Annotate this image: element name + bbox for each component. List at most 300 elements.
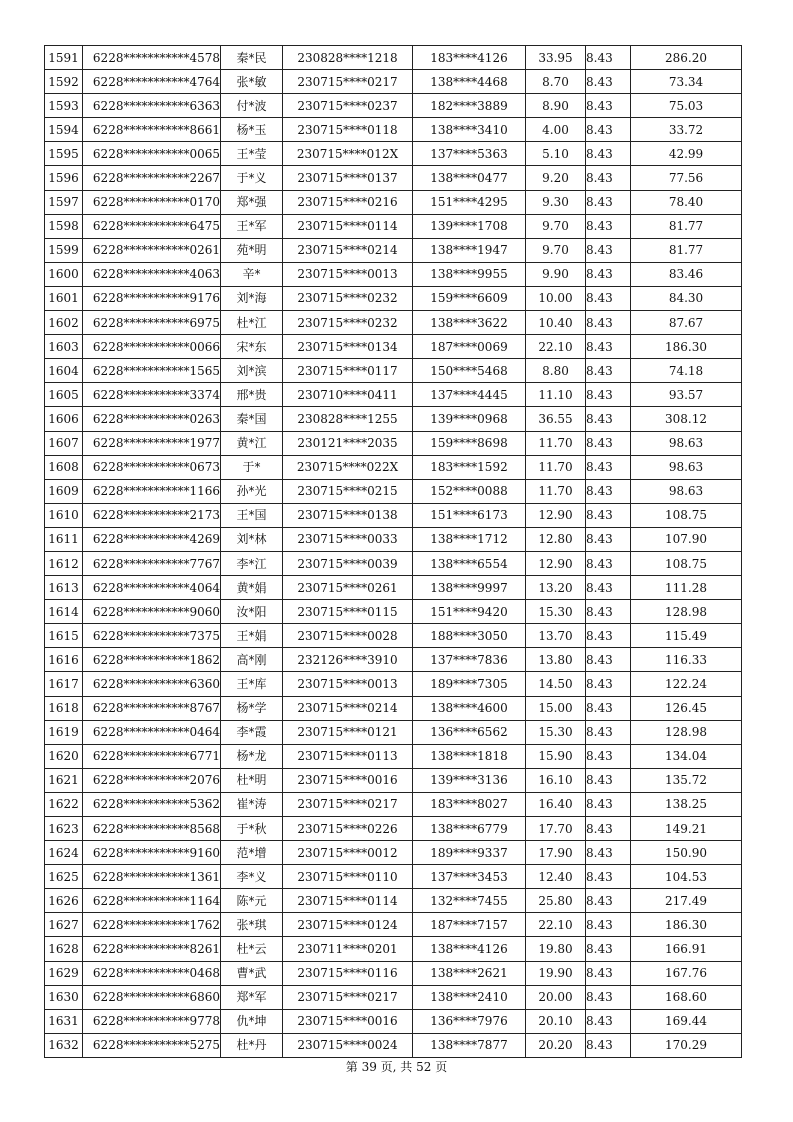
cell-area: 11.70	[526, 479, 586, 503]
table-row	[45, 624, 742, 648]
cell-row-number: 1604	[45, 359, 83, 383]
cell-card-number: 6228***********7375	[83, 624, 221, 648]
table-row	[45, 865, 742, 889]
cell-rate: 8.43	[586, 431, 631, 455]
cell-phone: 139****3136	[413, 768, 526, 792]
cell-id-number: 230715****0116	[283, 961, 413, 985]
cell-area: 8.70	[526, 70, 586, 94]
cell-rate: 8.43	[586, 865, 631, 889]
page-footer: 第 39 页, 共 52 页	[345, 1060, 448, 1074]
cell-name: 苑*明	[221, 238, 283, 262]
cell-row-number: 1614	[45, 600, 83, 624]
cell-rate: 8.43	[586, 551, 631, 575]
cell-id-number: 230715****022X	[283, 455, 413, 479]
cell-area: 11.70	[526, 431, 586, 455]
cell-amount: 166.91	[631, 937, 742, 961]
cell-card-number: 6228***********4764	[83, 70, 221, 94]
cell-phone: 187****7157	[413, 913, 526, 937]
cell-card-number: 6228***********0261	[83, 238, 221, 262]
cell-amount: 111.28	[631, 576, 742, 600]
cell-rate: 8.43	[586, 817, 631, 841]
cell-card-number: 6228***********9060	[83, 600, 221, 624]
cell-amount: 286.20	[631, 46, 742, 70]
cell-amount: 128.98	[631, 720, 742, 744]
cell-area: 16.40	[526, 792, 586, 816]
cell-name: 汝*阳	[221, 600, 283, 624]
cell-area: 19.90	[526, 961, 586, 985]
cell-phone: 139****1708	[413, 214, 526, 238]
cell-name: 王*国	[221, 503, 283, 527]
cell-row-number: 1610	[45, 503, 83, 527]
cell-rate: 8.43	[586, 118, 631, 142]
table-row	[45, 648, 742, 672]
cell-area: 11.10	[526, 383, 586, 407]
cell-id-number: 230715****0261	[283, 576, 413, 600]
cell-name: 崔*涛	[221, 792, 283, 816]
cell-card-number: 6228***********8568	[83, 817, 221, 841]
cell-card-number: 6228***********8767	[83, 696, 221, 720]
cell-id-number: 230715****0113	[283, 744, 413, 768]
cell-row-number: 1606	[45, 407, 83, 431]
cell-row-number: 1607	[45, 431, 83, 455]
cell-amount: 186.30	[631, 913, 742, 937]
cell-area: 17.70	[526, 817, 586, 841]
cell-phone: 136****6562	[413, 720, 526, 744]
cell-card-number: 6228***********0065	[83, 142, 221, 166]
cell-name: 郑*军	[221, 985, 283, 1009]
cell-rate: 8.43	[586, 672, 631, 696]
table-row	[45, 286, 742, 310]
cell-area: 15.00	[526, 696, 586, 720]
cell-area: 10.00	[526, 286, 586, 310]
table-row	[45, 407, 742, 431]
cell-id-number: 230715****0016	[283, 768, 413, 792]
cell-card-number: 6228***********1862	[83, 648, 221, 672]
table-row	[45, 431, 742, 455]
cell-name: 仇*坤	[221, 1009, 283, 1033]
cell-phone: 138****1947	[413, 238, 526, 262]
cell-row-number: 1623	[45, 817, 83, 841]
cell-rate: 8.43	[586, 720, 631, 744]
cell-id-number: 230715****0217	[283, 792, 413, 816]
cell-rate: 8.43	[586, 407, 631, 431]
cell-row-number: 1596	[45, 166, 83, 190]
cell-phone: 151****6173	[413, 503, 526, 527]
cell-name: 秦*民	[221, 46, 283, 70]
cell-card-number: 6228***********7767	[83, 551, 221, 575]
cell-amount: 74.18	[631, 359, 742, 383]
cell-amount: 73.34	[631, 70, 742, 94]
cell-card-number: 6228***********6975	[83, 311, 221, 335]
table-row	[45, 937, 742, 961]
cell-area: 9.70	[526, 214, 586, 238]
cell-amount: 169.44	[631, 1009, 742, 1033]
cell-amount: 78.40	[631, 190, 742, 214]
cell-amount: 107.90	[631, 527, 742, 551]
cell-card-number: 6228***********9778	[83, 1009, 221, 1033]
cell-phone: 189****9337	[413, 841, 526, 865]
cell-card-number: 6228***********0464	[83, 720, 221, 744]
cell-area: 25.80	[526, 889, 586, 913]
cell-row-number: 1591	[45, 46, 83, 70]
table-row	[45, 335, 742, 359]
cell-id-number: 230715****0033	[283, 527, 413, 551]
cell-rate: 8.43	[586, 527, 631, 551]
cell-phone: 139****0968	[413, 407, 526, 431]
cell-id-number: 230715****0028	[283, 624, 413, 648]
cell-id-number: 230715****0115	[283, 600, 413, 624]
table-row	[45, 238, 742, 262]
cell-amount: 115.49	[631, 624, 742, 648]
cell-id-number: 230711****0201	[283, 937, 413, 961]
cell-name: 曹*武	[221, 961, 283, 985]
table-row	[45, 70, 742, 94]
cell-row-number: 1613	[45, 576, 83, 600]
cell-id-number: 230715****0013	[283, 262, 413, 286]
table-row	[45, 1009, 742, 1033]
table-row	[45, 1033, 742, 1057]
cell-amount: 168.60	[631, 985, 742, 1009]
cell-name: 王*莹	[221, 142, 283, 166]
cell-rate: 8.43	[586, 792, 631, 816]
cell-card-number: 6228***********0263	[83, 407, 221, 431]
table-row	[45, 792, 742, 816]
cell-rate: 8.43	[586, 479, 631, 503]
cell-amount: 308.12	[631, 407, 742, 431]
cell-name: 杜*明	[221, 768, 283, 792]
cell-amount: 138.25	[631, 792, 742, 816]
cell-card-number: 6228***********2076	[83, 768, 221, 792]
table-row	[45, 576, 742, 600]
cell-rate: 8.43	[586, 238, 631, 262]
cell-card-number: 6228***********9160	[83, 841, 221, 865]
cell-id-number: 230715****012X	[283, 142, 413, 166]
cell-phone: 159****8698	[413, 431, 526, 455]
cell-name: 张*琪	[221, 913, 283, 937]
cell-name: 陈*元	[221, 889, 283, 913]
cell-card-number: 6228***********4269	[83, 527, 221, 551]
cell-rate: 8.43	[586, 744, 631, 768]
table-row	[45, 817, 742, 841]
cell-phone: 138****1818	[413, 744, 526, 768]
cell-id-number: 230715****0039	[283, 551, 413, 575]
cell-amount: 108.75	[631, 551, 742, 575]
cell-rate: 8.43	[586, 166, 631, 190]
cell-amount: 75.03	[631, 94, 742, 118]
cell-amount: 150.90	[631, 841, 742, 865]
cell-id-number: 230715****0138	[283, 503, 413, 527]
cell-phone: 189****7305	[413, 672, 526, 696]
cell-row-number: 1600	[45, 262, 83, 286]
cell-card-number: 6228***********0170	[83, 190, 221, 214]
cell-card-number: 6228***********6363	[83, 94, 221, 118]
cell-card-number: 6228***********1361	[83, 865, 221, 889]
cell-id-number: 230715****0217	[283, 70, 413, 94]
cell-name: 李*义	[221, 865, 283, 889]
cell-area: 36.55	[526, 407, 586, 431]
cell-card-number: 6228***********4578	[83, 46, 221, 70]
cell-id-number: 230715****0012	[283, 841, 413, 865]
cell-name: 刘*林	[221, 527, 283, 551]
cell-amount: 83.46	[631, 262, 742, 286]
cell-phone: 138****2621	[413, 961, 526, 985]
cell-amount: 81.77	[631, 214, 742, 238]
table-body	[45, 46, 742, 1058]
cell-rate: 8.43	[586, 94, 631, 118]
cell-area: 16.10	[526, 768, 586, 792]
table-row	[45, 503, 742, 527]
cell-amount: 42.99	[631, 142, 742, 166]
cell-rate: 8.43	[586, 600, 631, 624]
cell-amount: 122.24	[631, 672, 742, 696]
table-row	[45, 479, 742, 503]
table-row	[45, 551, 742, 575]
table-row	[45, 455, 742, 479]
cell-phone: 138****3410	[413, 118, 526, 142]
cell-row-number: 1629	[45, 961, 83, 985]
cell-card-number: 6228***********3374	[83, 383, 221, 407]
cell-row-number: 1593	[45, 94, 83, 118]
cell-area: 12.90	[526, 503, 586, 527]
cell-phone: 151****9420	[413, 600, 526, 624]
cell-card-number: 6228***********5362	[83, 792, 221, 816]
cell-phone: 138****2410	[413, 985, 526, 1009]
cell-row-number: 1595	[45, 142, 83, 166]
cell-card-number: 6228***********1565	[83, 359, 221, 383]
cell-card-number: 6228***********6860	[83, 985, 221, 1009]
cell-amount: 128.98	[631, 600, 742, 624]
cell-rate: 8.43	[586, 142, 631, 166]
cell-id-number: 230828****1255	[283, 407, 413, 431]
cell-amount: 98.63	[631, 455, 742, 479]
cell-phone: 183****1592	[413, 455, 526, 479]
cell-card-number: 6228***********1762	[83, 913, 221, 937]
cell-card-number: 6228***********6475	[83, 214, 221, 238]
cell-card-number: 6228***********4063	[83, 262, 221, 286]
cell-phone: 183****8027	[413, 792, 526, 816]
table-row	[45, 527, 742, 551]
cell-area: 14.50	[526, 672, 586, 696]
table-row	[45, 841, 742, 865]
cell-row-number: 1603	[45, 335, 83, 359]
cell-row-number: 1594	[45, 118, 83, 142]
cell-rate: 8.43	[586, 841, 631, 865]
table-row	[45, 359, 742, 383]
cell-area: 13.70	[526, 624, 586, 648]
cell-amount: 116.33	[631, 648, 742, 672]
cell-rate: 8.43	[586, 286, 631, 310]
cell-area: 22.10	[526, 335, 586, 359]
table-row	[45, 720, 742, 744]
cell-row-number: 1617	[45, 672, 83, 696]
cell-phone: 183****4126	[413, 46, 526, 70]
table-row	[45, 744, 742, 768]
cell-card-number: 6228***********2173	[83, 503, 221, 527]
table-row	[45, 166, 742, 190]
cell-amount: 84.30	[631, 286, 742, 310]
cell-area: 15.90	[526, 744, 586, 768]
cell-phone: 138****0477	[413, 166, 526, 190]
cell-name: 杜*江	[221, 311, 283, 335]
cell-row-number: 1624	[45, 841, 83, 865]
cell-phone: 137****7836	[413, 648, 526, 672]
cell-id-number: 230710****0411	[283, 383, 413, 407]
cell-area: 33.95	[526, 46, 586, 70]
cell-area: 15.30	[526, 720, 586, 744]
cell-area: 12.80	[526, 527, 586, 551]
cell-row-number: 1592	[45, 70, 83, 94]
cell-rate: 8.43	[586, 46, 631, 70]
cell-row-number: 1620	[45, 744, 83, 768]
cell-name: 杨*玉	[221, 118, 283, 142]
cell-name: 杨*学	[221, 696, 283, 720]
cell-rate: 8.43	[586, 576, 631, 600]
cell-phone: 152****0088	[413, 479, 526, 503]
cell-name: 李*霞	[221, 720, 283, 744]
table-row	[45, 262, 742, 286]
cell-area: 9.70	[526, 238, 586, 262]
cell-amount: 134.04	[631, 744, 742, 768]
cell-area: 12.40	[526, 865, 586, 889]
cell-phone: 138****4468	[413, 70, 526, 94]
cell-card-number: 6228***********0673	[83, 455, 221, 479]
cell-id-number: 230715****0024	[283, 1033, 413, 1057]
cell-id-number: 230715****0118	[283, 118, 413, 142]
cell-area: 12.90	[526, 551, 586, 575]
cell-name: 郑*强	[221, 190, 283, 214]
table-row	[45, 46, 742, 70]
cell-rate: 8.43	[586, 262, 631, 286]
cell-id-number: 230715****0013	[283, 672, 413, 696]
cell-area: 8.80	[526, 359, 586, 383]
cell-phone: 138****9955	[413, 262, 526, 286]
cell-name: 邢*贵	[221, 383, 283, 407]
cell-area: 8.90	[526, 94, 586, 118]
cell-row-number: 1601	[45, 286, 83, 310]
cell-name: 黄*娟	[221, 576, 283, 600]
cell-amount: 87.67	[631, 311, 742, 335]
cell-phone: 138****7877	[413, 1033, 526, 1057]
cell-rate: 8.43	[586, 624, 631, 648]
cell-area: 4.00	[526, 118, 586, 142]
cell-amount: 77.56	[631, 166, 742, 190]
table-row	[45, 985, 742, 1009]
cell-id-number: 230715****0124	[283, 913, 413, 937]
cell-id-number: 230715****0226	[283, 817, 413, 841]
cell-area: 9.20	[526, 166, 586, 190]
cell-rate: 8.43	[586, 359, 631, 383]
cell-name: 王*军	[221, 214, 283, 238]
cell-name: 秦*国	[221, 407, 283, 431]
cell-name: 杜*丹	[221, 1033, 283, 1057]
cell-id-number: 230715****0134	[283, 335, 413, 359]
table-row	[45, 118, 742, 142]
cell-card-number: 6228***********8261	[83, 937, 221, 961]
cell-area: 9.90	[526, 262, 586, 286]
cell-row-number: 1605	[45, 383, 83, 407]
cell-amount: 104.53	[631, 865, 742, 889]
cell-name: 黄*江	[221, 431, 283, 455]
cell-id-number: 230715****0232	[283, 286, 413, 310]
cell-amount: 135.72	[631, 768, 742, 792]
cell-row-number: 1602	[45, 311, 83, 335]
table-row	[45, 383, 742, 407]
cell-name: 付*波	[221, 94, 283, 118]
cell-name: 王*库	[221, 672, 283, 696]
cell-name: 杨*龙	[221, 744, 283, 768]
cell-card-number: 6228***********1164	[83, 889, 221, 913]
cell-name: 杜*云	[221, 937, 283, 961]
cell-id-number: 230715****0114	[283, 214, 413, 238]
cell-row-number: 1632	[45, 1033, 83, 1057]
cell-id-number: 230715****0110	[283, 865, 413, 889]
cell-id-number: 230715****0214	[283, 696, 413, 720]
cell-card-number: 6228***********8661	[83, 118, 221, 142]
cell-area: 5.10	[526, 142, 586, 166]
cell-rate: 8.43	[586, 190, 631, 214]
cell-phone: 138****3622	[413, 311, 526, 335]
cell-row-number: 1612	[45, 551, 83, 575]
cell-amount: 186.30	[631, 335, 742, 359]
cell-area: 20.20	[526, 1033, 586, 1057]
cell-rate: 8.43	[586, 214, 631, 238]
table-row	[45, 94, 742, 118]
cell-rate: 8.43	[586, 503, 631, 527]
cell-phone: 138****6554	[413, 551, 526, 575]
cell-name: 王*娟	[221, 624, 283, 648]
cell-id-number: 230715****0121	[283, 720, 413, 744]
cell-area: 13.80	[526, 648, 586, 672]
cell-id-number: 230121****2035	[283, 431, 413, 455]
cell-card-number: 6228***********0468	[83, 961, 221, 985]
cell-area: 9.30	[526, 190, 586, 214]
cell-row-number: 1619	[45, 720, 83, 744]
cell-card-number: 6228***********4064	[83, 576, 221, 600]
cell-area: 13.20	[526, 576, 586, 600]
cell-name: 刘*海	[221, 286, 283, 310]
cell-name: 刘*滨	[221, 359, 283, 383]
table-row	[45, 672, 742, 696]
cell-area: 11.70	[526, 455, 586, 479]
table-row	[45, 889, 742, 913]
cell-area: 19.80	[526, 937, 586, 961]
cell-amount: 149.21	[631, 817, 742, 841]
cell-amount: 170.29	[631, 1033, 742, 1057]
table-row	[45, 961, 742, 985]
cell-rate: 8.43	[586, 70, 631, 94]
cell-id-number: 232126****3910	[283, 648, 413, 672]
cell-rate: 8.43	[586, 768, 631, 792]
cell-amount: 81.77	[631, 238, 742, 262]
cell-phone: 187****0069	[413, 335, 526, 359]
cell-name: 于*秋	[221, 817, 283, 841]
cell-amount: 98.63	[631, 479, 742, 503]
table-row	[45, 913, 742, 937]
cell-card-number: 6228***********0066	[83, 335, 221, 359]
cell-row-number: 1611	[45, 527, 83, 551]
cell-row-number: 1598	[45, 214, 83, 238]
cell-row-number: 1609	[45, 479, 83, 503]
table-row	[45, 696, 742, 720]
cell-phone: 132****7455	[413, 889, 526, 913]
cell-area: 17.90	[526, 841, 586, 865]
cell-rate: 8.43	[586, 889, 631, 913]
cell-row-number: 1608	[45, 455, 83, 479]
cell-row-number: 1630	[45, 985, 83, 1009]
cell-row-number: 1627	[45, 913, 83, 937]
cell-name: 于*义	[221, 166, 283, 190]
cell-row-number: 1628	[45, 937, 83, 961]
